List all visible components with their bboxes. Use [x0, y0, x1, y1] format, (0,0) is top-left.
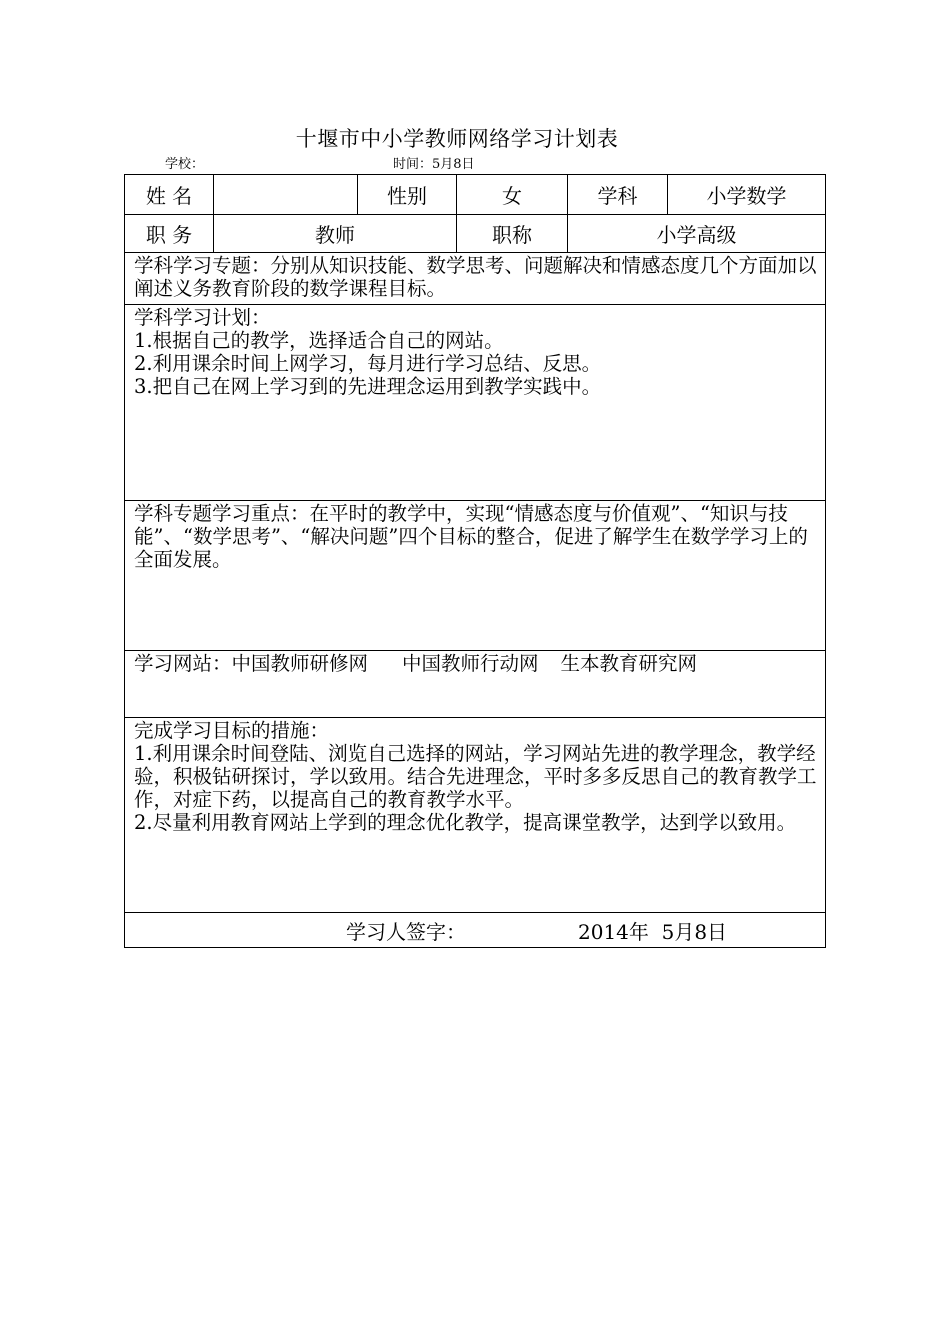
info-row-2 — [125, 215, 825, 253]
subject-label: 学科 — [568, 175, 668, 214]
rank-label: 职称 — [457, 215, 568, 252]
website-item: 中国教师研修网 — [231, 652, 369, 675]
signature-date: 2014年 5月8日 — [578, 919, 728, 944]
position-value[interactable]: 教师 — [214, 215, 457, 252]
school-label: 学校： — [165, 157, 205, 172]
measures-section — [125, 718, 825, 913]
gender-label: 性别 — [358, 175, 457, 214]
plan-item: 1.根据自己的教学，选择适合自己的网站。 — [134, 329, 504, 352]
plan-item: 2.利用课余时间上网学习，每月进行学习总结、反思。 — [134, 352, 602, 375]
websites-section — [125, 651, 825, 718]
website-item: 中国教师行动网 — [402, 652, 539, 675]
plan-form — [124, 174, 826, 948]
plan-item: 3.把自己在网上学习到的先进理念运用到教学实践中。 — [134, 375, 602, 398]
websites-label: 学习网站： — [134, 652, 232, 675]
position-label: 职 务 — [125, 215, 214, 252]
focus-text: 学科专题学习重点：在平时的教学中，实现“情感态度与价值观”、“知识与技能”、“数学思考”、“解决问题”四个目标的整合，促进了解学生在数学学习上的全面发展。 — [134, 502, 808, 571]
gender-value[interactable]: 女 — [457, 175, 568, 214]
topic-text: 学科学习专题：分别从知识技能、数学思考、问题解决和情感态度几个方面加以阐述义务教育阶段的数学课程目标。 — [134, 254, 817, 300]
focus-section — [125, 501, 825, 651]
page-title: 十堰市中小学教师网络学习计划表 — [295, 127, 619, 151]
website-item: 生本教育研究网 — [560, 652, 698, 675]
subject-value[interactable]: 小学数学 — [706, 184, 787, 208]
measures-heading: 完成学习目标的措施： — [134, 719, 330, 742]
plan-section — [125, 305, 825, 501]
measures-item: 1.利用课余时间登陆、浏览自己选择的网站，学习网站先进的教学理念，教学经验，积极钻研探讨，学以致用。结合先进理念，平时多多反思自己的教育教学工作，对症下药，以提高自己的教育教学水平。 — [134, 742, 817, 811]
plan-heading: 学科学习计划： — [134, 306, 271, 329]
topic-section — [125, 253, 825, 305]
date-label: 时间：5月8日 — [393, 157, 475, 172]
signature-section — [125, 913, 825, 947]
measures-item: 2.尽量利用教育网站上学到的理念优化教学，提高课堂教学，达到学以致用。 — [134, 811, 797, 834]
rank-value[interactable]: 小学高级 — [656, 223, 737, 247]
name-label: 姓 名 — [125, 175, 214, 214]
signature-label: 学习人签字： — [346, 919, 466, 944]
name-field[interactable] — [214, 175, 358, 214]
info-row-1 — [125, 175, 825, 215]
